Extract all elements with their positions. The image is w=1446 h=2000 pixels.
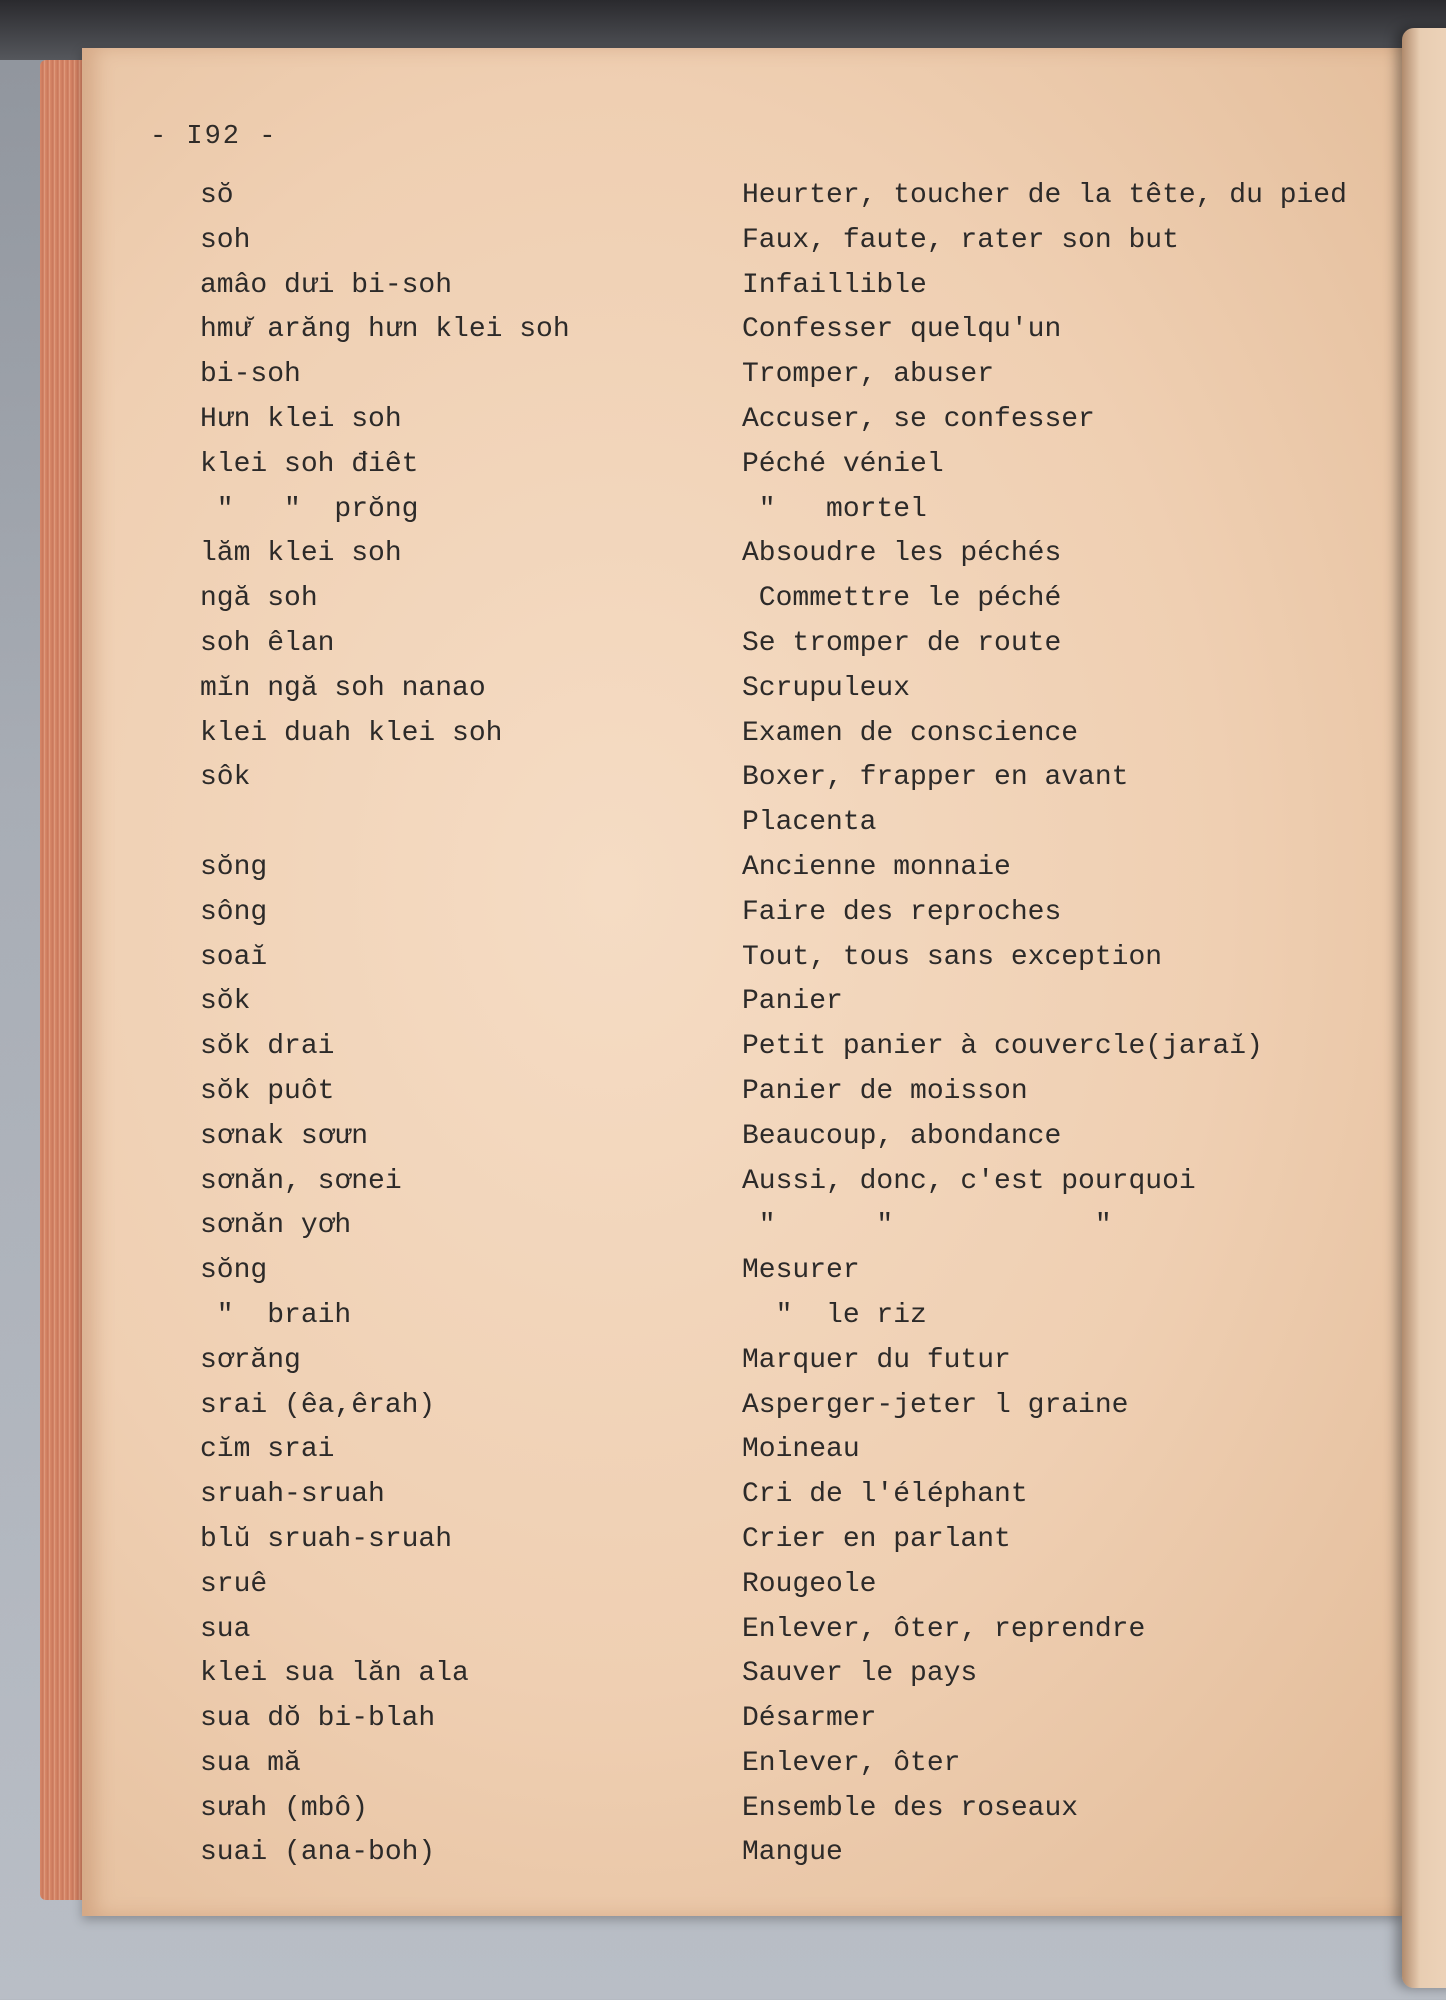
glossary-entry: [200, 1658, 1380, 1703]
glossary-entry: [200, 1300, 1380, 1345]
entry-definition: Panier: [742, 986, 843, 1018]
entry-definition: Crier en parlant: [742, 1523, 1011, 1555]
entry-term: ngă soh: [200, 583, 318, 615]
entry-term: sơnăn, sơnei: [200, 1165, 402, 1197]
glossary-entry: [200, 1345, 1380, 1390]
entry-term: klei soh điêt: [200, 448, 419, 480]
entry-definition: Asperger-jeter l graine: [742, 1389, 1129, 1421]
entry-term: sưah (mbô): [200, 1792, 369, 1824]
glossary-entry: [200, 718, 1380, 763]
entry-definition: Confesser quelqu'un: [742, 314, 1062, 346]
glossary-entry: [200, 673, 1380, 718]
glossary-entry: [200, 1255, 1380, 1300]
entry-term: soh: [200, 224, 251, 256]
entry-definition: Mangue: [742, 1837, 843, 1869]
entry-definition: Aussi, donc, c'est pourquoi: [742, 1165, 1196, 1197]
glossary-entry: [200, 449, 1380, 494]
entry-definition: Enlever, ôter, reprendre: [742, 1613, 1146, 1645]
entry-term: " braih: [200, 1299, 352, 1331]
glossary-entry: [200, 1121, 1380, 1166]
entry-term: sruê: [200, 1568, 268, 1600]
entry-term: klei duah klei soh: [200, 717, 503, 749]
glossary-entry: [200, 807, 1380, 852]
entry-definition: Accuser, se confesser: [742, 403, 1095, 435]
entry-term: soaĭ: [200, 941, 268, 973]
glossary-entry: [200, 1210, 1380, 1255]
entry-term: lăm klei soh: [200, 538, 402, 570]
entry-term: sŏ: [200, 180, 234, 211]
entry-definition: Moineau: [742, 1434, 860, 1466]
glossary-list: [200, 180, 1380, 1882]
entry-definition: Panier de moisson: [742, 1075, 1028, 1107]
entry-term: hmư̆ arăng hưn klei soh: [200, 314, 570, 346]
entry-term: sua dŏ bi-blah: [200, 1703, 436, 1735]
glossary-entry: [200, 1524, 1380, 1569]
glossary-entry: [200, 494, 1380, 539]
entry-term: sua mă: [200, 1747, 301, 1779]
glossary-entry: [200, 1031, 1380, 1076]
glossary-entry: [200, 762, 1380, 807]
glossary-entry: [200, 314, 1380, 359]
entry-definition: Rougeole: [742, 1568, 877, 1600]
glossary-entry: [200, 1166, 1380, 1211]
glossary-entry: [200, 1748, 1380, 1793]
entry-definition: Faire des reproches: [742, 896, 1062, 928]
entry-definition: " le riz: [742, 1299, 927, 1331]
entry-term: sông: [200, 896, 268, 928]
entry-definition: Boxer, frapper en avant: [742, 762, 1129, 794]
glossary-entry: [200, 1390, 1380, 1435]
glossary-entry: [200, 1614, 1380, 1659]
entry-term: mĭn ngă soh nanao: [200, 672, 486, 704]
entry-term: sua: [200, 1613, 251, 1645]
entry-term: blŭ sruah-sruah: [200, 1523, 453, 1555]
entry-term: srai (êa,êrah): [200, 1389, 436, 1421]
glossary-entry: [200, 1434, 1380, 1479]
entry-definition: Placenta: [742, 807, 877, 839]
glossary-entry: [200, 538, 1380, 583]
glossary-entry: [200, 359, 1380, 404]
entry-term: sôk: [200, 762, 251, 794]
entry-definition: Heurter, toucher de la tête, du pied: [742, 180, 1347, 211]
entry-definition: Désarmer: [742, 1703, 877, 1735]
entry-definition: Ancienne monnaie: [742, 851, 1011, 883]
entry-term: Hưn klei soh: [200, 403, 402, 435]
glossary-entry: [200, 1076, 1380, 1121]
entry-definition: Se tromper de route: [742, 627, 1062, 659]
facing-page-edge: [1402, 28, 1446, 1988]
entry-term: sruah-sruah: [200, 1479, 385, 1511]
glossary-entry: [200, 1703, 1380, 1748]
entry-term: sŏk: [200, 986, 251, 1018]
entry-definition: Absoudre les péchés: [742, 538, 1062, 570]
entry-term: sơrăng: [200, 1344, 301, 1376]
glossary-entry: [200, 1793, 1380, 1838]
glossary-entry: [200, 897, 1380, 942]
entry-definition: Tout, tous sans exception: [742, 941, 1163, 973]
entry-definition: " " ": [742, 1210, 1112, 1242]
entry-definition: Mesurer: [742, 1255, 860, 1287]
entry-definition: Faux, faute, rater son but: [742, 224, 1179, 256]
glossary-entry: [200, 180, 1380, 225]
entry-definition: Examen de conscience: [742, 717, 1079, 749]
entry-definition: " mortel: [742, 493, 927, 525]
entry-definition: Enlever, ôter: [742, 1747, 961, 1779]
glossary-entry: [200, 583, 1380, 628]
entry-term: sŏng: [200, 1255, 268, 1287]
entry-definition: Marquer du futur: [742, 1344, 1011, 1376]
entry-definition: Petit panier à couvercle(jaraĭ): [742, 1031, 1263, 1063]
glossary-entry: [200, 628, 1380, 673]
entry-definition: Cri de l'éléphant: [742, 1479, 1028, 1511]
entry-term: amâo dưi bi-soh: [200, 269, 453, 301]
glossary-entry: [200, 1479, 1380, 1524]
glossary-entry: [200, 1837, 1380, 1882]
glossary-entry: [200, 225, 1380, 270]
entry-definition: Ensemble des roseaux: [742, 1792, 1079, 1824]
glossary-entry: [200, 404, 1380, 449]
entry-term: cĭm srai: [200, 1434, 335, 1466]
entry-definition: Sauver le pays: [742, 1658, 978, 1690]
entry-term: sŏng: [200, 851, 268, 883]
entry-definition: Scrupuleux: [742, 672, 911, 704]
entry-definition: Tromper, abuser: [742, 359, 995, 391]
entry-definition: Péché véniel: [742, 448, 944, 480]
entry-term: sơnak sơưn: [200, 1120, 369, 1152]
entry-term: bi-soh: [200, 359, 301, 391]
entry-term: " " prŏng: [200, 493, 419, 525]
entry-term: soh êlan: [200, 627, 335, 659]
entry-definition: Beaucoup, abondance: [742, 1120, 1062, 1152]
glossary-entry: [200, 270, 1380, 315]
glossary-entry: [200, 942, 1380, 987]
glossary-entry: [200, 852, 1380, 897]
entry-term: sŏk drai: [200, 1031, 335, 1063]
entry-definition: Infaillible: [742, 269, 927, 301]
glossary-entry: [200, 1569, 1380, 1614]
entry-term: sŏk puôt: [200, 1075, 335, 1107]
glossary-entry: [200, 986, 1380, 1031]
entry-term: suai (ana-boh): [200, 1837, 436, 1869]
entry-definition: Commettre le péché: [742, 583, 1062, 615]
page-number: - I92 -: [150, 122, 278, 152]
entry-term: sơnăn yơh: [200, 1210, 352, 1242]
entry-term: klei sua lăn ala: [200, 1658, 469, 1690]
